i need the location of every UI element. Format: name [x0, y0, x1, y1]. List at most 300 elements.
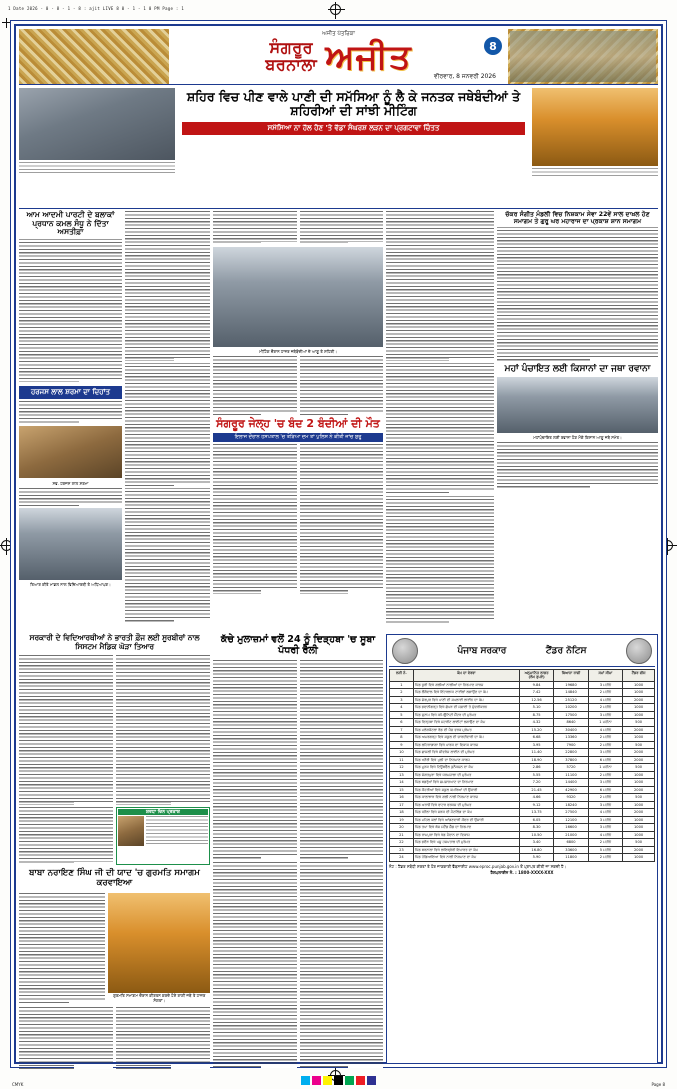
- registration-target-top: [330, 4, 341, 15]
- footer-left-label: CMYK: [12, 1082, 24, 1087]
- tender-cell-desc: ਪਿੰਡ ਬਡਰੁੱਖਾਂ ਵਿਖੇ ਸ਼ਮਸ਼ਾਨਘਾਟ ਦਾ ਨਿਰਮਾਣ: [413, 779, 519, 786]
- tender-cell-earnest: 10200: [554, 704, 588, 711]
- color-swatch: [367, 1076, 376, 1085]
- tender-table-row: [390, 734, 655, 741]
- tender-cell-fee: 1000: [623, 704, 655, 711]
- c3-mid-split: [213, 356, 383, 416]
- tender-cell-desc: ਪਿੰਡ ਘਰਾਚੋਂ ਵਿਖੇ ਵਾਟਰ ਵਰਕਸ ਦੀ ਮੁਰੰਮਤ: [413, 801, 519, 808]
- tender-table-body: [390, 681, 655, 861]
- tender-cell-time: 3 ਮਹੀਨੇ: [588, 711, 622, 718]
- tender-cell-fee: 2000: [623, 786, 655, 793]
- headline-center-lower: ਕੱਚੇ ਮੁਲਾਜ਼ਮਾਂ ਵਲੋਂ 24 ਨੂੰ ਦਿੜ੍ਹਬਾ 'ਚ ਸੂਬਾ ਪੱਧਰੀ ਰੈਲੀ: [220, 634, 376, 657]
- body-text-ll-2: [116, 655, 210, 805]
- tender-issuer: ਪੰਜਾਬ ਸਰਕਾਰ: [457, 646, 507, 656]
- lb-photo-wrap: [108, 893, 210, 1005]
- tender-table-row: [390, 771, 655, 778]
- tender-cell-cost: 5.10: [519, 704, 553, 711]
- body-text-c4-a: [386, 211, 494, 361]
- top-right-block: [532, 88, 658, 206]
- lower-left-block: [19, 634, 210, 1064]
- tender-table-row: [390, 846, 655, 853]
- tender-cell-earnest: 11800: [554, 854, 588, 861]
- tender-cell-desc: ਪਿੰਡ ਮਲੇਰਕੋਟਲਾ ਰੋਡ ਦੀ ਪੈਚ ਵਰਕ ਮੁਰੰਮਤ: [413, 726, 519, 733]
- edition-line-1: ਸੰਗਰੂਰ: [269, 37, 314, 57]
- headline-bottom: ਬਾਬਾ ਨਰਾਇਣ ਸਿੰਘ ਜੀ ਦੀ ਯਾਦ 'ਚ ਗੁਰਮਤਿ ਸਮਾਗਮ ਕਰਵਾਇਆ: [29, 868, 200, 888]
- masthead: [19, 29, 658, 85]
- tender-cell-desc: ਪਿੰਡ ਧੂਰੀ ਵਿਖੇ ਗਲੀਆਂ ਨਾਲੀਆਂ ਦਾ ਨਿਰਮਾਣ ਕਾਰਜ: [413, 681, 519, 688]
- masthead-center: [169, 29, 508, 84]
- tender-cell-time: 2 ਮਹੀਨੇ: [588, 704, 622, 711]
- tender-cell-cost: 6.68: [519, 734, 553, 741]
- tender-cell-time: 4 ਮਹੀਨੇ: [588, 696, 622, 703]
- tender-table-row: [390, 801, 655, 808]
- column-4: [386, 211, 494, 631]
- divider-c4b: [386, 496, 494, 497]
- body-text-c3-b2: [300, 356, 384, 416]
- column-2: [125, 211, 210, 631]
- body-text-lc-1: [213, 660, 297, 860]
- body-text-c3-c1: [213, 444, 297, 594]
- tender-cell-sr: 11: [390, 756, 414, 763]
- obit-badge-box: [116, 807, 210, 865]
- tender-cell-fee: 1000: [623, 681, 655, 688]
- body-text-ll-3: [19, 807, 113, 865]
- tender-cell-cost: 3.95: [519, 741, 553, 748]
- th-time: ਸਮਾਂ ਸੀਮਾ: [588, 670, 622, 682]
- tender-cell-desc: ਪਿੰਡ ਅਮਰਗੜ੍ਹ ਵਿਖੇ ਸਕੂਲ ਦੀ ਚਾਰਦੀਵਾਰੀ ਦਾ ਕੰਮ: [413, 734, 519, 741]
- tender-cell-desc: ਪਿੰਡ ਦਿੜ੍ਹਬਾ ਵਿਖੇ ਸਟਰੀਟ ਲਾਈਟਾਂ ਲਗਾਉਣ ਦਾ ਕੰਮ: [413, 719, 519, 726]
- tender-cell-fee: 1000: [623, 824, 655, 831]
- tender-cell-fee: 2000: [623, 846, 655, 853]
- tender-cell-time: 1 ਮਹੀਨਾ: [588, 719, 622, 726]
- crop-mark-top-left: [6, 18, 7, 28]
- tender-cell-sr: 6: [390, 719, 414, 726]
- lc-split-2: [213, 862, 383, 1068]
- center-mid-kicker: ਇਲਾਜ ਦੌਰਾਨ ਹਸਪਤਾਲ 'ਚ ਤੋੜਿਆ ਦਮ ਤਾਂ ਪੁਲਿਸ ਨੇ ਕੀਤੀ ਜਾਂਚ ਸ਼ੁਰੂ: [213, 433, 383, 442]
- tender-cell-earnest: 14840: [554, 689, 588, 696]
- tender-cell-time: 4 ਮਹੀਨੇ: [588, 831, 622, 838]
- tender-cell-desc: ਪਿੰਡ ਤਪਾ ਵਿਖੇ ਬੱਸ ਸਟੈਂਡ ਸ਼ੈੱਡ ਦਾ ਨਿਰਮਾਣ: [413, 824, 519, 831]
- tender-cell-sr: 7: [390, 726, 414, 733]
- body-text-c3-b1: [213, 356, 297, 416]
- color-swatch: [356, 1076, 365, 1085]
- c3-top-split: [213, 211, 383, 245]
- tender-cell-time: 5 ਮਹੀਨੇ: [588, 846, 622, 853]
- tender-cell-fee: 2000: [623, 696, 655, 703]
- tender-cell-desc: ਪਿੰਡ ਮਹਿਲ ਕਲਾਂ ਵਿਖੇ ਆਂਗਣਵਾੜੀ ਕੇਂਦਰ ਦੀ ਉਸਾਰੀ: [413, 816, 519, 823]
- tender-cell-cost: 5.55: [519, 771, 553, 778]
- color-swatch: [323, 1076, 332, 1085]
- tender-cell-time: 6 ਮਹੀਨੇ: [588, 756, 622, 763]
- lead-photo-caption: ਮੀਟਿੰਗ ਦੌਰਾਨ ਹਾਜ਼ਰ ਜਥੇਬੰਦੀਆਂ ਦੇ ਆਗੂ ਤੇ ਸ਼ਹਿਰੀ।: [259, 349, 337, 354]
- tender-cell-cost: 21.45: [519, 786, 553, 793]
- tender-table-row: [390, 816, 655, 823]
- tender-footer-note: ਨੋਟ : ਟੈਂਡਰ ਸਬੰਧੀ ਸ਼ਰਤਾਂ ਤੇ ਹੋਰ ਜਾਣਕਾਰੀ ਵੈੱਬਸਾਈਟ www.eproc.punjab.gov.in ਤੋਂ ਪ੍ਰਾਪਤ ਕੀਤੀ ਜਾ ਸਕਦੀ ਹੈ।: [389, 863, 567, 869]
- divider-c2b: [125, 488, 210, 489]
- obituary-portrait: [19, 426, 122, 478]
- tender-table-row: [390, 696, 655, 703]
- tender-cell-fee: 1000: [623, 711, 655, 718]
- body-text-c2-a: [125, 211, 210, 361]
- tender-cell-sr: 22: [390, 839, 414, 846]
- tender-table-row: [390, 831, 655, 838]
- tender-cell-time: 3 ਮਹੀਨੇ: [588, 681, 622, 688]
- body-text-c4-c: [386, 499, 494, 623]
- lead-photo: [213, 247, 383, 347]
- th-earnest: ਬਿਆਨਾ ਰਾਸ਼ੀ: [554, 670, 588, 682]
- th-desc: ਕੰਮ ਦਾ ਵੇਰਵਾ: [413, 670, 519, 682]
- tender-table-header-row: [390, 670, 655, 682]
- headline-obituary: ਹਰਜਸ ਲਾਲ ਸ਼ਰਮਾ ਦਾ ਦਿਹਾਂਤ: [19, 386, 122, 399]
- body-text-lc-4: [300, 862, 384, 1068]
- tender-cell-cost: 8.75: [519, 711, 553, 718]
- punjab-govt-emblem-icon: [392, 638, 418, 664]
- body-text-c1-b: [19, 401, 122, 423]
- tender-cell-earnest: 9320: [554, 794, 588, 801]
- tender-cell-earnest: 25120: [554, 696, 588, 703]
- tender-cell-fee: 1000: [623, 734, 655, 741]
- tender-cell-time: 2 ਮਹੀਨੇ: [588, 734, 622, 741]
- tender-cell-earnest: 42900: [554, 786, 588, 793]
- tender-cell-fee: 2000: [623, 756, 655, 763]
- tender-cell-time: 4 ਮਹੀਨੇ: [588, 726, 622, 733]
- body-text-c3-a1: [213, 211, 297, 245]
- tender-cell-fee: 500: [623, 839, 655, 846]
- tender-table-row: [390, 794, 655, 801]
- tender-cell-fee: 500: [623, 764, 655, 771]
- tender-cell-desc: ਪਿੰਡ ਭਦੌੜ ਵਿਖੇ ਪਸ਼ੂ ਹਸਪਤਾਲ ਦੀ ਮੁਰੰਮਤ: [413, 839, 519, 846]
- tender-table-row: [390, 711, 655, 718]
- body-text-lb-1: [19, 893, 105, 1005]
- department-emblem-icon: [626, 638, 652, 664]
- tender-cell-cost: 11.40: [519, 749, 553, 756]
- tender-table-row: [390, 809, 655, 816]
- obit-badge-content: [118, 816, 208, 846]
- tender-cell-earnest: 30400: [554, 726, 588, 733]
- tender-cell-sr: 1: [390, 681, 414, 688]
- tender-cell-earnest: 37800: [554, 756, 588, 763]
- tender-cell-earnest: 17500: [554, 711, 588, 718]
- body-text-c1-c: [19, 488, 122, 506]
- tender-cell-earnest: 27500: [554, 809, 588, 816]
- tender-cell-sr: 20: [390, 824, 414, 831]
- tender-cell-cost: 6.05: [519, 816, 553, 823]
- students-photo-caption: ਤਿਆਰ ਕੀਤੇ ਮਾਡਲ ਨਾਲ ਵਿਦਿਆਰਥੀ ਤੇ ਅਧਿਆਪਕ।: [30, 582, 111, 588]
- divider-1: [19, 208, 658, 209]
- tender-notice-block: [386, 634, 658, 1064]
- newspaper-sheet: [10, 20, 667, 1068]
- tender-cell-sr: 24: [390, 854, 414, 861]
- tender-cell-sr: 2: [390, 689, 414, 696]
- tender-cell-earnest: 11100: [554, 771, 588, 778]
- tender-cell-cost: 9.12: [519, 801, 553, 808]
- edition-name: [265, 37, 318, 74]
- tender-cell-desc: ਪਿੰਡ ਰਾਮਪੁਰਾ ਵਿਖੇ ਖੇਡ ਮੈਦਾਨ ਦਾ ਵਿਕਾਸ: [413, 831, 519, 838]
- tender-cell-earnest: 5720: [554, 764, 588, 771]
- tender-table-row: [390, 689, 655, 696]
- tender-cell-earnest: 33600: [554, 846, 588, 853]
- tender-cell-time: 2 ਮਹੀਨੇ: [588, 689, 622, 696]
- top-right-photo: [532, 88, 658, 166]
- tender-cell-fee: 1000: [623, 816, 655, 823]
- tender-cell-time: 2 ਮਹੀਨੇ: [588, 794, 622, 801]
- tender-cell-fee: 1000: [623, 689, 655, 696]
- tender-cell-earnest: 7900: [554, 741, 588, 748]
- tender-cell-fee: 2000: [623, 749, 655, 756]
- body-text-c4-b: [386, 366, 494, 494]
- tender-cell-cost: 9.84: [519, 681, 553, 688]
- publication-logo: ਅਜੀਤ: [325, 36, 412, 77]
- tender-table: [389, 669, 655, 862]
- kisan-photo-caption: ਮਹਾਂਪੰਚਾਇਤ ਲਈ ਰਵਾਨਾ ਹੋਣ ਮੌਕੇ ਕਿਸਾਨ ਆਗੂ ਜਥੇ ਸਮੇਤ।: [533, 434, 622, 440]
- column-5: [497, 211, 658, 631]
- lead-story-block: [178, 88, 529, 206]
- tender-cell-fee: 1000: [623, 831, 655, 838]
- tender-cell-earnest: 22800: [554, 749, 588, 756]
- top-left-block: [19, 88, 175, 206]
- body-text-lc-2: [300, 660, 384, 860]
- bottom-photo: [108, 893, 210, 993]
- tender-cell-cost: 5.90: [519, 854, 553, 861]
- tender-cell-time: 2 ਮਹੀਨੇ: [588, 771, 622, 778]
- body-text-lb-2: [19, 1007, 113, 1069]
- tender-cell-cost: 10.50: [519, 831, 553, 838]
- lb-split-2: [19, 1007, 210, 1069]
- masthead-photo-overlay: [510, 31, 656, 82]
- divider-c1a: [19, 239, 122, 240]
- obit-badge-photo: [118, 816, 144, 846]
- tender-table-row: [390, 824, 655, 831]
- tender-divider: [389, 666, 655, 667]
- tender-table-row: [390, 756, 655, 763]
- tender-cell-desc: ਪਿੰਡ ਸ਼ੇਰਪੁਰ ਵਿਖੇ ਪਾਣੀ ਦੀ ਸਪਲਾਈ ਲਾਈਨ ਦਾ ਕੰਮ: [413, 696, 519, 703]
- tender-cell-fee: 1000: [623, 801, 655, 808]
- tender-helpline: ਹੈਲਪਲਾਈਨ ਨੰ. : 1800-XXXX-XXX: [490, 869, 554, 875]
- tender-cell-time: 2 ਮਹੀਨੇ: [588, 854, 622, 861]
- tender-cell-desc: ਪਿੰਡ ਹੰਡਿਆਇਆ ਵਿਖੇ ਨਾਲੀ ਨਿਰਮਾਣ ਦਾ ਕੰਮ: [413, 854, 519, 861]
- th-sr: ਲੜੀ ਨੰ.: [390, 670, 414, 682]
- tender-cell-cost: 13.75: [519, 809, 553, 816]
- tender-cell-cost: 7.42: [519, 689, 553, 696]
- tender-cell-time: 3 ਮਹੀਨੇ: [588, 749, 622, 756]
- tender-cell-fee: 1000: [623, 779, 655, 786]
- tender-cell-sr: 21: [390, 831, 414, 838]
- tender-cell-desc: ਪਿੰਡ ਸੰਗਤਪੁਰਾ ਵਿਖੇ ਧਰਮਸ਼ਾਲਾ ਦੀ ਮੁਰੰਮਤ: [413, 771, 519, 778]
- tender-cell-earnest: 13360: [554, 734, 588, 741]
- headline-left-top: ਆਮ ਆਦਮੀ ਪਾਰਟੀ ਦੇ ਬਲਾਕਾਂ ਪ੍ਰਧਾਨ ਕਮਲ ਸੰਧੂ ਨੇ ਦਿੱਤਾ ਅਸਤੀਫ਼ਾ: [26, 210, 115, 237]
- tender-header: [389, 637, 655, 665]
- th-cost: ਅਨੁਮਾਨਿਤ ਲਾਗਤ (ਲੱਖ ਰੁਪਏ): [519, 670, 553, 682]
- tender-cell-desc: ਪਿੰਡ ਖਨੌਰੀ ਵਿਖੇ ਪੁਲੀ ਦਾ ਨਿਰਮਾਣ ਕਾਰਜ: [413, 756, 519, 763]
- tender-cell-desc: ਪਿੰਡ ਸੁਨਾਮ ਵਿਖੇ ਕਮਿਊਨਿਟੀ ਸੈਂਟਰ ਦੀ ਮੁਰੰਮਤ: [413, 711, 519, 718]
- tender-cell-fee: 500: [623, 741, 655, 748]
- tender-table-row: [390, 786, 655, 793]
- obit-badge-label: ਸ਼ਰਧਾ ਦਿਨ ਪ੍ਰਕਾਸ਼: [118, 809, 208, 815]
- lb-split: [19, 893, 210, 1005]
- tender-cell-sr: 8: [390, 734, 414, 741]
- tender-table-row: [390, 854, 655, 861]
- c3-bot-split: [213, 444, 383, 594]
- column-3: [213, 211, 383, 631]
- tender-cell-earnest: 16600: [554, 824, 588, 831]
- body-text-c5-b: [497, 442, 658, 488]
- tender-cell-fee: 1000: [623, 854, 655, 861]
- body-text-c3-c2: [300, 444, 384, 594]
- obit-badge-text: [146, 816, 208, 846]
- tender-cell-earnest: 12100: [554, 816, 588, 823]
- tender-cell-sr: 12: [390, 764, 414, 771]
- tender-cell-sr: 23: [390, 846, 414, 853]
- masthead-left-ornament: [19, 29, 169, 84]
- tender-cell-sr: 9: [390, 741, 414, 748]
- divider-c2a: [125, 363, 210, 364]
- ll-split: [19, 655, 210, 805]
- publication-date: ਵੀਰਵਾਰ, 8 ਜਨਵਰੀ 2026: [433, 73, 496, 80]
- main-grid: [19, 211, 658, 631]
- tender-notice: [386, 634, 658, 1064]
- color-swatch: [345, 1076, 354, 1085]
- tender-cell-sr: 18: [390, 809, 414, 816]
- tender-cell-earnest: 6800: [554, 839, 588, 846]
- tender-cell-fee: 1000: [623, 771, 655, 778]
- masthead-title-box: [265, 36, 412, 77]
- tender-cell-cost: 7.20: [519, 779, 553, 786]
- tender-cell-earnest: 18240: [554, 801, 588, 808]
- headline-right-mid: ਮਹਾਂ ਪੰਚਾਇਤ ਲਈ ਕਿਸਾਨਾਂ ਦਾ ਜਥਾ ਰਵਾਨਾ: [504, 364, 651, 375]
- masthead-right-ornament: [508, 29, 658, 84]
- tender-cell-time: 6 ਮਹੀਨੇ: [588, 786, 622, 793]
- tender-cell-desc: ਪਿੰਡ ਛਾਜਲੀ ਵਿਖੇ ਸੀਵਰੇਜ ਲਾਈਨ ਦੀ ਮੁਰੰਮਤ: [413, 749, 519, 756]
- tender-cell-desc: ਪਿੰਡ ਭਵਾਨੀਗੜ੍ਹ ਵਿਖੇ ਛੱਪੜ ਦੀ ਸਫ਼ਾਈ ਤੇ ਸੁੰਦਰੀਕਰਨ: [413, 704, 519, 711]
- body-text-c3-a2: [300, 211, 384, 245]
- tender-cell-fee: 2000: [623, 726, 655, 733]
- tender-table-row: [390, 764, 655, 771]
- headline-left-lower: ਸਰਕਾਰੀ ਦੇ ਵਿਦਿਆਰਥੀਆਂ ਨੇ ਭਾਰਤੀ ਫ਼ੌਜ ਲਈ ਸੂਰਬੀਰਾਂ ਨਾਲ ਸਿਸਟਮ ਮੈਡਿਕ ਘੋੜਾ ਤਿਆਰ: [29, 633, 200, 651]
- body-text-ll-1: [19, 655, 113, 805]
- tender-cell-sr: 15: [390, 786, 414, 793]
- print-job-code: 1 Date 2026 - 0 - 8 - 1 - 8 : ajit LIVE 8 0 - 1 - 1 0 PM Page : 1: [8, 5, 185, 11]
- tender-table-row: [390, 704, 655, 711]
- tender-table-row: [390, 681, 655, 688]
- tender-cell-sr: 13: [390, 771, 414, 778]
- tender-cell-cost: 4.32: [519, 719, 553, 726]
- tender-cell-time: 3 ਮਹੀਨੇ: [588, 801, 622, 808]
- tender-cell-time: 3 ਮਹੀਨੇ: [588, 816, 622, 823]
- edition-line-2: ਬਰਨਾਲਾ: [265, 54, 318, 74]
- tender-cell-earnest: 19680: [554, 681, 588, 688]
- tender-cell-desc: ਪਿੰਡ ਕਾਲਾਝਾੜ ਵਿਖੇ ਗਲੀ ਨਾਲੀ ਨਿਰਮਾਣ ਕਾਰਜ: [413, 794, 519, 801]
- th-fee: ਟੈਂਡਰ ਫੀਸ: [623, 670, 655, 682]
- tender-table-row: [390, 719, 655, 726]
- tender-cell-sr: 10: [390, 749, 414, 756]
- top-right-caption-lines: [532, 168, 658, 178]
- headline-right-top: ਚੱਕਰ ਸੰਗੀਤ ਮੰਡਲੀ ਵਿਚ ਨਿਸ਼ਕਾਮ ਸੇਵਾ 22ਵੇਂ ਸਾਲ ਦਾਖ਼ਲ ਹੋਣ ਸਮਾਗਮ ਤੇ ਗੁਰੂ ਘਰ ਮਹਾਰਾਜ ਦਾ ਪ੍ਰਕਾਸ਼ ਸ਼ਾਨ ਸਮਾਗਮ: [505, 211, 650, 226]
- tender-cell-desc: ਪਿੰਡ ਬਰਨਾਲਾ ਵਿਖੇ ਲਾਇਬ੍ਰੇਰੀ ਇਮਾਰਤ ਦਾ ਕੰਮ: [413, 846, 519, 853]
- footer-right-label: Page 8: [651, 1082, 665, 1087]
- tender-cell-sr: 19: [390, 816, 414, 823]
- tender-cell-sr: 17: [390, 801, 414, 808]
- lc-split: [213, 660, 383, 860]
- tender-cell-desc: ਪਿੰਡ ਲੌਂਗੋਵਾਲ ਵਿਖੇ ਇੰਟਰਲਾਕ ਟਾਈਲਾਂ ਲਗਾਉਣ ਦਾ ਕੰਮ: [413, 689, 519, 696]
- tender-cell-time: 3 ਮਹੀਨੇ: [588, 779, 622, 786]
- tender-cell-fee: 2000: [623, 809, 655, 816]
- tender-cell-sr: 4: [390, 704, 414, 711]
- tender-cell-earnest: 14400: [554, 779, 588, 786]
- lead-subheadline: ਸਮੱਸਿਆ ਨਾ ਹੱਲ ਹੋਣ 'ਤੇ ਵੱਡਾ ਸੰਘਰਸ਼ ਲੜਨ ਦਾ ਪ੍ਰਗਟਾਵਾ ਚਿੰਤਤ: [182, 122, 525, 135]
- tender-cell-cost: 3.40: [519, 839, 553, 846]
- tender-cell-earnest: 8640: [554, 719, 588, 726]
- divider-c5a: [497, 227, 658, 228]
- tender-cell-cost: 18.90: [519, 756, 553, 763]
- tender-cell-time: 4 ਮਹੀਨੇ: [588, 809, 622, 816]
- page-frame: [14, 24, 663, 1064]
- tender-cell-cost: 16.80: [519, 846, 553, 853]
- top-band: [19, 88, 658, 206]
- lower-center-block: [213, 634, 383, 1064]
- tender-cell-cost: 15.20: [519, 726, 553, 733]
- body-text-c5-a: [497, 230, 658, 362]
- tender-cell-sr: 14: [390, 779, 414, 786]
- tender-title: ਟੈਂਡਰ ਨੋਟਿਸ: [545, 646, 587, 656]
- obituary-photo-caption: ਸਵ. ਹਰਜਸ ਲਾਲ ਸ਼ਰਮਾ: [52, 481, 89, 487]
- tender-cell-time: 2 ਮਹੀਨੇ: [588, 741, 622, 748]
- tender-cell-cost: 12.56: [519, 696, 553, 703]
- column-1: [19, 211, 122, 631]
- tender-cell-fee: 500: [623, 719, 655, 726]
- tender-cell-desc: ਪਿੰਡ ਧਨੌਲਾ ਵਿਖੇ ਸੜਕ ਦੀ ਮੈਟਲਿੰਗ ਦਾ ਕੰਮ: [413, 809, 519, 816]
- kisan-photo: [497, 377, 658, 433]
- color-swatch: [312, 1076, 321, 1085]
- tender-cell-time: 3 ਮਹੀਨੇ: [588, 824, 622, 831]
- tender-table-row: [390, 749, 655, 756]
- lead-headline: ਸ਼ਹਿਰ ਵਿਚ ਪੀਣ ਵਾਲੇ ਪਾਣੀ ਦੀ ਸਮੱਸਿਆ ਨੂੰ ਲੈ ਕੇ ਜਨਤਕ ਜਥੇਬੰਦੀਆਂ ਤੇ ਸ਼ਹਿਰੀਆਂ ਦੀ ਸਾਂਝੀ ਮੀਟਿੰਗ: [186, 89, 521, 119]
- divider-c4a: [386, 363, 494, 364]
- tender-cell-sr: 3: [390, 696, 414, 703]
- tender-cell-earnest: 21000: [554, 831, 588, 838]
- ll-split-2: [19, 807, 210, 865]
- print-color-bar: [0, 1075, 677, 1085]
- tender-cell-sr: 16: [390, 794, 414, 801]
- tender-cell-desc: ਪਿੰਡ ਕੌਹਰੀਆਂ ਵਿਖੇ ਸਕੂਲ ਕਮਰਿਆਂ ਦੀ ਉਸਾਰੀ: [413, 786, 519, 793]
- top-left-photo-caption: [19, 162, 175, 173]
- tender-cell-time: 2 ਮਹੀਨੇ: [588, 839, 622, 846]
- page-number-badge: 8: [484, 37, 502, 55]
- tender-table-row: [390, 726, 655, 733]
- masthead-small-text: ਅਜੀਤ ਪੱਤਰਿਕਾ: [322, 31, 355, 37]
- top-left-photo: [19, 88, 175, 160]
- tender-table-row: [390, 779, 655, 786]
- body-text-c2-c: [125, 491, 210, 623]
- tender-cell-cost: 8.30: [519, 824, 553, 831]
- tender-cell-cost: 4.66: [519, 794, 553, 801]
- tender-cell-fee: 500: [623, 794, 655, 801]
- lower-grid: [19, 634, 658, 1064]
- body-text-lc-3: [213, 862, 297, 1068]
- color-swatch: [301, 1076, 310, 1085]
- tender-cell-time: 1 ਮਹੀਨਾ: [588, 764, 622, 771]
- students-photo: [19, 508, 122, 580]
- tender-table-row: [390, 839, 655, 846]
- caption-lines: [19, 162, 175, 173]
- body-text-c1-a: [19, 242, 122, 382]
- bottom-photo-caption: ਗੁਰਮਤਿ ਸਮਾਗਮ ਦੌਰਾਨ ਕੀਰਤਨ ਕਰਦੇ ਹੋਏ ਰਾਗੀ ਜਥੇ ਤੇ ਹਾਜ਼ਰ ਸੰਗਤਾਂ।: [113, 992, 206, 1003]
- body-text-c2-b: [125, 366, 210, 486]
- color-swatch: [334, 1076, 343, 1085]
- body-text-lb-3: [116, 1007, 210, 1069]
- tender-cell-desc: ਪਿੰਡ ਮੂਨਕ ਵਿਖੇ ਟਿਊਬਵੈੱਲ ਕੁਨੈਕਸ਼ਨ ਦਾ ਕੰਮ: [413, 764, 519, 771]
- headline-center-mid: ਸੰਗਰੂਰ ਜੇਲ੍ਹ 'ਚ ਬੰਦ 2 ਬੰਦੀਆਂ ਦੀ ਮੌਤ: [216, 417, 380, 430]
- tender-cell-cost: 2.86: [519, 764, 553, 771]
